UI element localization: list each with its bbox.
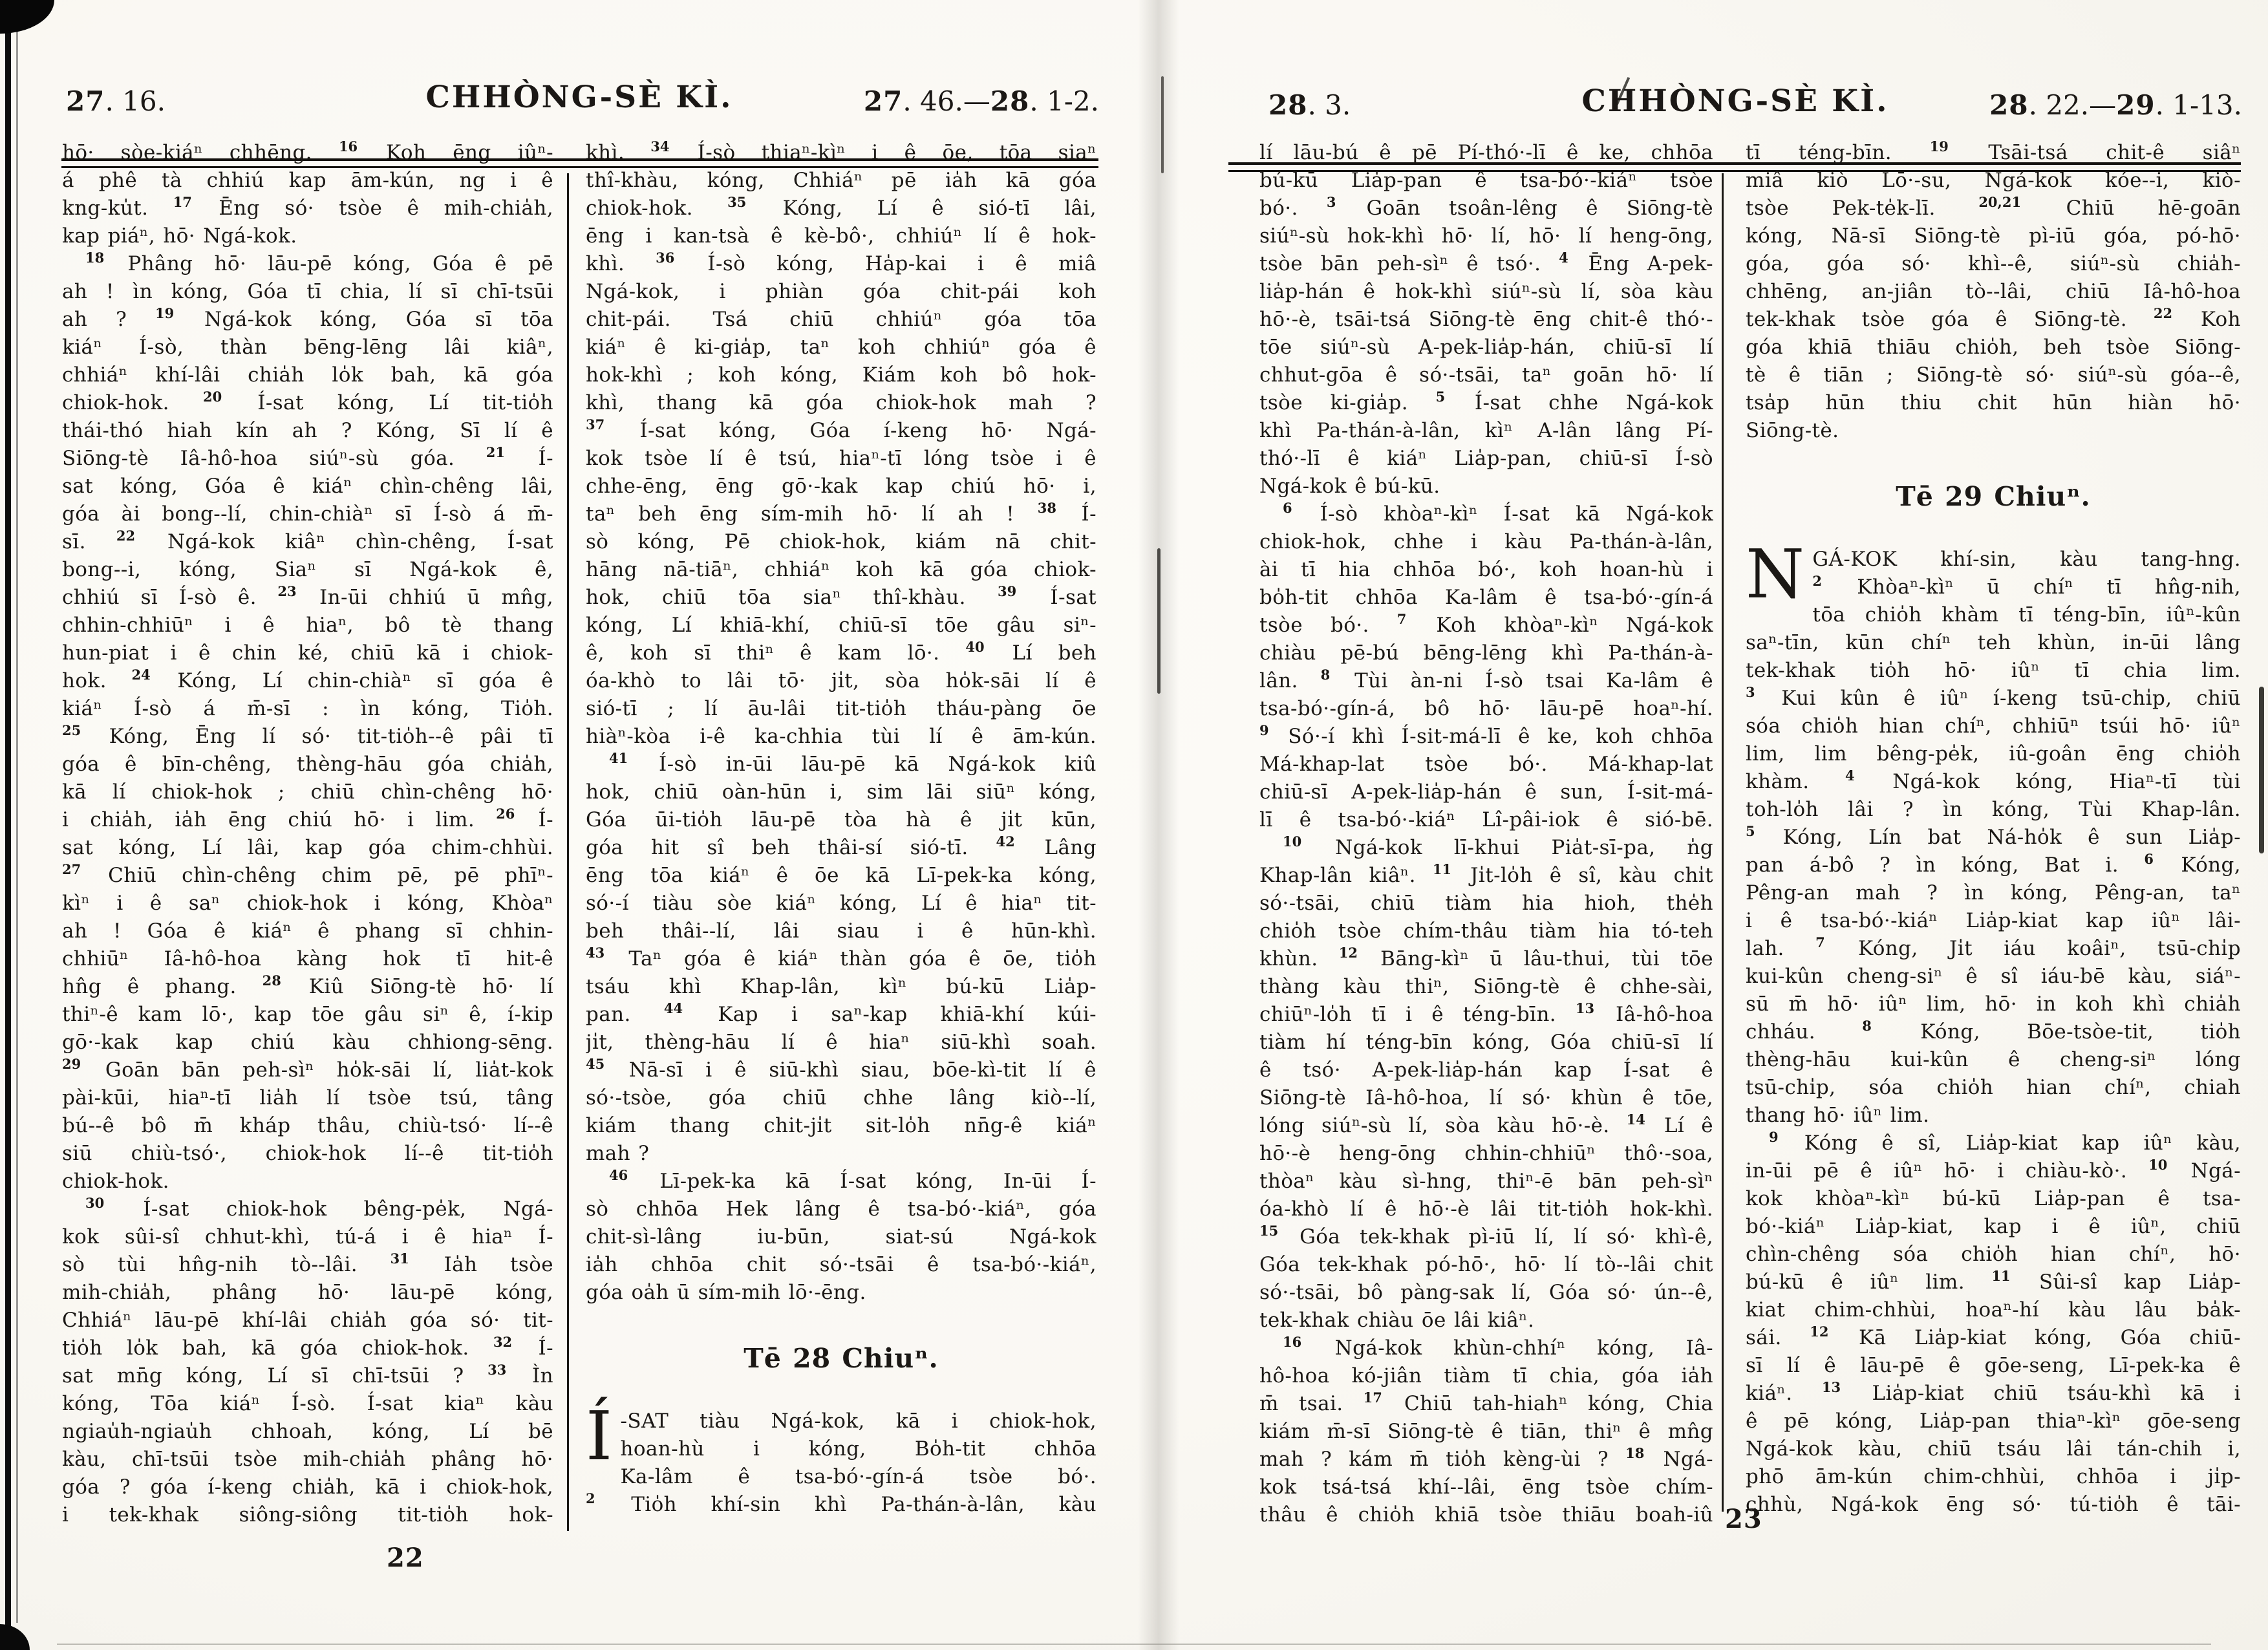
text-line: chiàu pē-bú bēng-lēng khì Pa-thán-à-	[1259, 641, 1713, 665]
text-line: hn̂g ê phang. $^{28}$ Kiû Siōng-tè hō· lí	[62, 973, 553, 998]
text-line: $^{25}$ Kóng, Ēng lí só· tit-tio̍h--ê pâi tī	[62, 723, 553, 748]
right-page-number: 23	[1725, 1504, 1762, 1534]
text-line: chit-pái. Tsá chiū chhiúⁿ góa tōa	[586, 308, 1097, 331]
ink-mark	[2259, 687, 2264, 853]
text-line: $^{43}$ Taⁿ góa ê kiáⁿ thàn góa ê ōe, tio̍h	[586, 945, 1097, 970]
text-line: -SAT tiàu Ngá-kok, kā i chiok-hok,	[620, 1409, 1097, 1433]
text-line: thî-khàu, kóng, Chhiáⁿ pē ia̍h kā góa	[586, 169, 1097, 192]
text-line: góa ? góa í-keng chia̍h, kā i chiok-hok,	[62, 1475, 553, 1499]
text-line: hok-khì ; koh kóng, Kiám koh bô hok-	[586, 363, 1097, 387]
text-line: mah ?	[586, 1142, 650, 1165]
text-line: $^{37}$ Í-sat kóng, Góa í-keng hō· Ngá-	[586, 417, 1097, 442]
text-line: tōa chio̍h khàm tī téng-bīn, iûⁿ-kûn	[1812, 603, 2241, 627]
text-line: chhiūⁿ Iâ-hô-hoa kàng hok tī hit-ê	[62, 947, 553, 970]
text-line: $^9$ Kóng ê sî, Lia̍p-kiat kap iûⁿ kàu,	[1769, 1130, 2241, 1155]
text-line: $^{16}$ Ngá-kok khùn-chhíⁿ kóng, Iâ-	[1283, 1334, 1713, 1360]
text-line: tsòe bān peh-sìⁿ ê tsó·. $^4$ Ēng A-pek-	[1259, 250, 1713, 275]
text-line: hok. $^{24}$ Kóng, Lí chin-chiàⁿ sī góa ê	[62, 667, 553, 692]
text-line: tsòe Pek-te̍k-lī. $^{20,21}$ Chiū hē-goān	[1746, 195, 2241, 220]
book-spine-edge-line	[16, 26, 18, 1623]
text-line: kā lí chiok-hok ; chiū chìn-chêng hō·	[62, 780, 553, 804]
text-line: lim, lim bêng-pe̍k, iû-goân ēng chio̍h	[1746, 742, 2241, 766]
text-line: khùn. $^{12}$ Bāng-kìⁿ ū lâu-thui, tùi tōe	[1259, 945, 1713, 970]
text-line: lóng siúⁿ-sù lí, sòa kàu hō·-è. $^{14}$ Lí ê	[1259, 1112, 1713, 1137]
column-rule	[567, 173, 569, 1531]
text-line: kàu, chī-tsūi tsòe mih-chia̍h phâng hō·	[62, 1448, 553, 1471]
left-running-head-end-ref: 27. 46.—28. 1-2.	[863, 85, 1099, 117]
text-line: Ngá-kok kàu, chiū tsáu lâi tán-chih i,	[1746, 1437, 2241, 1461]
left-page-column-1	[62, 139, 553, 1529]
text-line: kng-ku̍t. $^{17}$ Ēng só· tsòe ê mih-chia̍h,	[62, 195, 553, 220]
text-line: kìⁿ i ê saⁿ chiok-hok i kóng, Khòaⁿ	[62, 892, 553, 915]
left-page-number: 22	[387, 1543, 424, 1573]
text-line: góa, góa só· khì--ê, siúⁿ-sù chia̍h-	[1746, 252, 2241, 275]
text-line: i tek-khak siông-siông tit-tio̍h hok-	[62, 1503, 553, 1527]
text-line: só·-tsòe, góa chiū chhe lâng kiò--lí,	[586, 1086, 1097, 1109]
text-line: ài tī hia chhōa bó·, koh hoan-hù i	[1259, 558, 1713, 581]
text-line: sóa chio̍h hian chíⁿ, chhiūⁿ tsúi hō· iûⁿ	[1746, 714, 2241, 738]
text-line: khì. $^{34}$ Í-sò thiaⁿ-kìⁿ i ê ōe, tōa siaⁿ	[586, 139, 1097, 164]
text-line: ê, koh sī thiⁿ ê kam lō·. $^{40}$ Lí beh	[586, 639, 1097, 665]
text-line: in-ūi pē ê iûⁿ hō· i chiàu-kò·. $^{10}$ Ngá-	[1746, 1157, 2241, 1183]
text-line: khàm. $^4$ Ngá-kok kóng, Hiaⁿ-tī tùi	[1746, 768, 2241, 793]
text-line: gō·-kak kap chiú kàu chhiong-sēng.	[62, 1031, 553, 1054]
text-line: $^{18}$ Phâng hō· lāu-pē kóng, Góa ê pē	[85, 250, 553, 275]
text-line: sī lí ê lāu-pē ê gōe-seng, Lī-pek-ka ê	[1746, 1354, 2241, 1377]
text-line: góa khiā thiāu chio̍h, beh tsòe Siōng-	[1746, 336, 2241, 359]
text-line: kiáⁿ. $^{13}$ Lia̍p-kiat chiū tsáu-khì kā i	[1746, 1380, 2241, 1405]
text-line: hô-hoa kó-jiân tiàm tī chia, góa ia̍h	[1259, 1364, 1713, 1388]
text-line: tsáu khì Khap-lân, kìⁿ bú-kū Lia̍p-	[586, 975, 1097, 998]
text-line: saⁿ-tīn, kūn chíⁿ teh khùn, in-ūi lâng	[1746, 631, 2241, 654]
left-running-head-start-ref: 27. 16.	[66, 85, 166, 117]
text-line: m̄ tsai. $^{17}$ Chiū tah-hiahⁿ kóng, Chia	[1259, 1390, 1713, 1415]
text-line: pài-kūi, hiaⁿ-tī lia̍h lí tsòe tsú, tâng	[62, 1086, 553, 1109]
text-line: chhe-ēng, ēng gō·-kak kap chiú hō· i,	[586, 475, 1097, 498]
text-line: óa-khò to lâi tō· ji̍t, sòa ho̍k-sāi lí ê	[586, 669, 1097, 692]
text-line: $^{10}$ Ngá-kok lī-khui Pia̍t-sī-pa, n̍g	[1283, 834, 1713, 859]
right-running-head-end-ref: 28. 22.—29. 1-13.	[1989, 89, 2242, 121]
text-line: sī. $^{22}$ Ngá-kok kiâⁿ chìn-chêng, Í-sat	[62, 528, 553, 553]
text-line: chio̍h tsòe chím-thâu tiàm hia tó-teh	[1259, 919, 1713, 943]
text-line: só·-tsāi, bô pàng-sak lí, Góa só· ún--ê,	[1259, 1281, 1713, 1304]
text-line: Chhiáⁿ lāu-pē khí-lâi chia̍h góa só· tit-	[62, 1309, 553, 1332]
text-line: Pêng-an mah ? ìn kóng, Pêng-an, taⁿ	[1746, 881, 2241, 905]
text-line: hok, chiū oàn-hūn i, sim lāi siūⁿ kóng,	[586, 780, 1097, 804]
text-line: ê tsó· A-pek-lia̍p-hán kap Í-sat ê	[1259, 1058, 1713, 1082]
right-page-column-2	[1746, 139, 2241, 1519]
text-line: hiàⁿ-kòa i-ê ka-chhia tùi lí ê ām-kún.	[586, 725, 1097, 748]
text-line: thó·-lī ê kiáⁿ Lia̍p-pan, chiū-sī Í-sò	[1259, 447, 1713, 470]
text-line: tè ê tiān ; Siōng-tè só· siúⁿ-sù góa--ê,	[1746, 363, 2241, 387]
column-rule	[1722, 173, 1724, 1512]
text-line: chhēng, an-jiân tò--lâi, chiū Iâ-hô-hoa	[1746, 280, 2241, 303]
chapter-heading: Tē 28 Chiuⁿ.	[744, 1343, 939, 1374]
text-line: kiáⁿ Í-sò á m̄-sī : ìn kóng, Tio̍h.	[62, 697, 553, 720]
text-line: tsa-bó·-gín-á, bô hō· lāu-pē hoaⁿ-hí.	[1259, 697, 1713, 720]
page-corner-shadow	[0, 0, 54, 34]
ink-mark	[1161, 76, 1164, 173]
book-spine-edge	[5, 0, 11, 1650]
text-line: lī ê tsa-bó·-kiáⁿ Lî-pâi-iok ê sió-bē.	[1259, 808, 1713, 831]
text-line: $^2$ Khòaⁿ-kìⁿ ū chíⁿ tī hn̂g-nih,	[1812, 573, 2241, 599]
text-line: bó·-kiáⁿ Lia̍p-kiat, kap i ê iûⁿ, chiū	[1746, 1215, 2241, 1238]
text-line: sió-tī ; lí āu-lâi tit-tio̍h tháu-pàng ōe	[586, 697, 1097, 720]
chapter-heading: Tē 29 Chiuⁿ.	[1896, 481, 2091, 512]
text-line: khì, thang kā góa chiok-hok mah ?	[586, 391, 1097, 414]
text-line: i ê tsa-bó·-kiáⁿ Lia̍p-kiat kap iûⁿ lâi-	[1746, 909, 2241, 932]
text-line: chhiú sī Í-sò ê. $^{23}$ In-ūi chhiú ū mn̂g,	[62, 584, 553, 609]
text-line: kóng, Tōa kiáⁿ Í-sò. Í-sat kiaⁿ kàu	[62, 1392, 553, 1415]
text-line: kóng, Lí khiā-khí, chiū-sī tōe gâu siⁿ-	[586, 614, 1097, 637]
text-line: $^{15}$ Góa tek-khak pì-iū lí, lí só· khì-ê,	[1259, 1223, 1713, 1248]
text-line: phō ām-kún chim-chhùi, chhōa i ji̍p-	[1746, 1465, 2241, 1488]
text-line: ah ? $^{19}$ Ngá-kok kóng, Góa sī tōa	[62, 306, 553, 331]
text-line: thòaⁿ kàu sì-hng, thiⁿ-ē bān peh-sìⁿ	[1259, 1170, 1713, 1193]
text-line: chiok-hok.	[62, 1170, 169, 1193]
text-line: hok, chiū tōa siaⁿ thî-khàu. $^{39}$ Í-sat	[586, 584, 1097, 609]
text-line: ēng tōa kiáⁿ ê ōe kā Lī-pek-ka kóng,	[586, 864, 1097, 887]
text-line: Ngá-kok ê bú-kū.	[1259, 475, 1440, 498]
left-running-head-book-title: CHHÒNG-SÈ KÌ.	[425, 80, 733, 115]
text-line: $^3$ Kui kûn ê iûⁿ í-keng tsū-chi̍p, chiū	[1746, 685, 2241, 710]
text-line: siúⁿ-sù hok-khì hō· lí, hō· lí heng-ōng,	[1259, 224, 1713, 248]
right-running-head-book-title: CHHÒNG-SÈ KÌ.	[1581, 83, 1889, 119]
text-line: bú-kū ê iûⁿ lim. $^{11}$ Sûi-sî kap Lia̍p-	[1746, 1269, 2241, 1294]
text-line: thái-thó hiah kín ah ? Kóng, Sī lí ê	[62, 419, 553, 442]
text-line: thèng-hāu kui-kûn ê cheng-siⁿ lóng	[1746, 1048, 2241, 1071]
text-line: kok khòaⁿ-kìⁿ bú-kū Lia̍p-pan ê tsa-	[1746, 1187, 2241, 1210]
text-line: Siōng-tè Iâ-hô-hoa, lí só· khùn ê tōe,	[1259, 1086, 1713, 1109]
text-line: tsòe bó·. $^7$ Koh khòaⁿ-kìⁿ Ngá-kok	[1259, 612, 1713, 637]
text-line: tsa̍p hūn thiu chit hūn hiàn hō·	[1746, 391, 2241, 414]
text-line: lí lāu-bú ê pē Pí-thó·-lī ê ke, chhōa	[1259, 141, 1713, 164]
text-line: bú-kū Lia̍p-pan ê tsa-bó·-kiáⁿ tsòe	[1259, 169, 1713, 192]
text-line: sò tùi hn̂g-nih tò--lâi. $^{31}$ Ia̍h tsòe	[62, 1251, 553, 1276]
drop-cap: Í	[586, 1397, 613, 1475]
text-line: $^6$ Í-sò khòaⁿ-kìⁿ Í-sat kā Ngá-kok	[1283, 500, 1713, 526]
text-line: chiok-hok. $^{35}$ Kóng, Lí ê sió-tī lâi,	[586, 195, 1097, 220]
text-line: sò kóng, Pē chiok-hok, kiám nā chit-	[586, 530, 1097, 553]
text-line: só·-tsāi, chiū tiàm hia hioh, the̍h	[1259, 892, 1713, 915]
text-line: sat mn̄g kóng, Lí sī chī-tsūi ? $^{33}$ Ìn	[62, 1362, 553, 1388]
text-line: pan á-bô ? ìn kóng, Bat i. $^6$ Kóng,	[1746, 852, 2241, 877]
text-line: $^{30}$ Í-sat chiok-hok bêng-pe̍k, Ngá-	[85, 1195, 553, 1221]
text-line: góa hit sî beh thâi-sí sió-tī. $^{42}$ Lâng	[586, 834, 1097, 859]
text-line: só·-í tiàu sòe kiáⁿ kóng, Lí ê hiaⁿ tit-	[586, 892, 1097, 915]
text-line: Siōng-tè.	[1746, 419, 1839, 442]
text-line: chiūⁿ-lo̍h tī i ê téng-bīn. $^{13}$ Iâ-hô-hoa	[1259, 1001, 1713, 1026]
text-line: Góa ūi-tio̍h lāu-pē tòa hà ê ji̍t kūn,	[586, 808, 1097, 831]
text-line: toh-lo̍h lâi ? ìn kóng, Tùi Khap-lân.	[1746, 798, 2241, 821]
text-line: mah ? kám m̄ tio̍h kèng-ùi ? $^{18}$ Ngá-	[1259, 1446, 1713, 1471]
text-line: kok tsòe lí ê tsú, hiaⁿ-tī lóng tsòe i ê	[586, 447, 1097, 470]
text-line: chiok-hok. $^{20}$ Í-sat kóng, Lí tit-tio̍h	[62, 389, 553, 414]
text-line: hō· sòe-kiáⁿ chhēng. $^{16}$ Koh ēng iûⁿ-	[62, 139, 553, 164]
text-line: $^{41}$ Í-sò in-ūi lāu-pē kā Ngá-kok kiû	[609, 751, 1097, 776]
text-line: tsòe ki-gia̍p. $^5$ Í-sat chhe Ngá-kok	[1259, 389, 1713, 414]
text-line: bo̍h-tit chhōa Ka-lâm ê tsa-bó·-gín-á	[1259, 586, 1713, 609]
text-line: chìn-chêng sóa chio̍h hian chíⁿ, hō·	[1746, 1243, 2241, 1266]
text-line: i chia̍h, ia̍h ēng chiú hō· i lim. $^{26}$ Í-	[62, 806, 553, 831]
text-line: ēng i kan-tsà ê kè-bô·, chhiúⁿ lí ê hok-	[586, 224, 1097, 248]
text-line: hun-piat i ê chin ké, chiū kā i chiok-	[62, 641, 553, 665]
text-line: lân. $^8$ Tùi àn-ni Í-sò tsai Ka-lâm ê	[1259, 667, 1713, 692]
text-line: Siōng-tè Iâ-hô-hoa siúⁿ-sù góa. $^{21}$ Í-	[62, 445, 553, 470]
center-fold-shadow	[1138, 0, 1179, 1650]
text-line: Ngá-kok, i phiàn góa chit-pái koh	[586, 280, 1097, 303]
text-line: tiàm hí téng-bīn kóng, Góa chiū-sī lí	[1259, 1031, 1713, 1054]
text-line: chiū-sī A-pek-lia̍p-hán ê sun, Í-sit-má-	[1259, 780, 1713, 804]
text-line: sò chhōa Hek lâng ê tsa-bó·-kiáⁿ, góa	[586, 1197, 1097, 1221]
text-line: chhiáⁿ khí-lâi chia̍h lo̍k bah, kā góa	[62, 363, 553, 387]
page-bottom-edge	[57, 1644, 2211, 1645]
text-line: góa ê bīn-chêng, thèng-hāu góa chia̍h,	[62, 753, 553, 776]
text-line: tek-khak chiàu ōe lâi kiâⁿ.	[1259, 1309, 1535, 1332]
text-line: thang hō· iûⁿ lim.	[1746, 1104, 1930, 1127]
text-line: ah ! ìn kóng, Góa tī chia, lí sī chī-tsūi	[62, 280, 553, 303]
text-line: chhut-gōa ê só·-tsāi, taⁿ goān hō· lí	[1259, 363, 1713, 387]
page-corner-shadow	[0, 1624, 30, 1650]
text-line: thâu ê chio̍h khiā tsòe thiāu boah-iû	[1259, 1503, 1713, 1527]
text-line: chháu. $^8$ Kóng, Bōe-tsòe-tit, tio̍h	[1746, 1018, 2241, 1044]
text-line: $^9$ Só·-í khì Í-sit-má-lī ê ke, koh chhōa	[1259, 723, 1713, 748]
text-line: Ka-lâm ê tsa-bó·-gín-á tsòe bó·.	[620, 1465, 1097, 1488]
ink-mark	[1157, 548, 1161, 694]
text-line: chit-sì-lâng iu-būn, siat-sú Ngá-kok	[586, 1225, 1097, 1248]
text-line: siū chiù-tsó·, chiok-hok lí--ê tit-tio̍h	[62, 1142, 553, 1165]
text-line: hāng nā-tiāⁿ, chhiáⁿ koh kā góa chiok-	[586, 558, 1097, 581]
text-line: tek-khak tio̍h hō· iûⁿ tī chia lim.	[1746, 659, 2241, 682]
right-page-column-1	[1259, 139, 1713, 1529]
text-line: mih-chia̍h, phâng hō· lāu-pē kóng,	[62, 1281, 553, 1304]
text-line: $^{29}$ Goān bān peh-sìⁿ ho̍k-sāi lí, lia̍t-kok	[62, 1056, 553, 1082]
text-line: sū m̄ hō· iûⁿ lim, hō· in koh khì chia̍h	[1746, 992, 2241, 1016]
text-line: khì Pa-thán-à-lân, kìⁿ A-lân lâng Pí-	[1259, 419, 1713, 442]
text-line: $^{46}$ Lī-pek-ka kā Í-sat kóng, In-ūi Í-	[609, 1168, 1097, 1193]
text-line: ngiau̍h-ngiau̍h chhoah, kóng, Lí bē	[62, 1420, 553, 1443]
text-line: beh thâi--lí, lâi siau i ê hūn-khì.	[586, 919, 1097, 943]
text-line: lah. $^7$ Kóng, Ji̍t iáu koâiⁿ, tsū-chi̍p	[1746, 935, 2241, 960]
text-line: $^{45}$ Nā-sī i ê siū-khì siau, bōe-kì-tit lí ê	[586, 1056, 1097, 1082]
text-line: ah ! Góa ê kiáⁿ ê phang sī chhin-	[62, 919, 553, 943]
left-page-column-2	[586, 139, 1097, 1519]
text-line: kui-kûn cheng-siⁿ ê sî iáu-bē kàu, siáⁿ-	[1746, 965, 2241, 988]
text-line: lia̍p-hán ê hok-khì siúⁿ-sù lí, sòa kàu	[1259, 280, 1713, 303]
text-line: thiⁿ-ê kam lō·, kap tōe gâu siⁿ ê, í-kip	[62, 1003, 553, 1026]
text-line: GÁ-KOK khí-sin, kàu tang-hng.	[1812, 548, 2241, 571]
text-line: Má-khap-lat tsòe bó·. Má-khap-lat	[1259, 753, 1713, 776]
text-line: góa oa̍h ū sím-mih lō·-ēng.	[586, 1281, 866, 1304]
text-line: $^5$ Kóng, Lín bat Ná-ho̍k ê sun Lia̍p-	[1746, 824, 2241, 849]
text-line: pan. $^{44}$ Kap i saⁿ-kap khiā-khí kúi-	[586, 1001, 1097, 1026]
text-line: kok tsá-tsá khí--lâi, ēng tsòe chím-	[1259, 1475, 1713, 1499]
text-line: tī téng-bīn. $^{19}$ Tsāi-tsá chit-ê siâⁿ	[1746, 139, 2241, 164]
text-line: tsū-chi̍p, sóa chio̍h hian chíⁿ, chiah	[1746, 1076, 2241, 1099]
text-line: chhù, Ngá-kok ēng só· tú-tio̍h ê tāi-	[1746, 1493, 2241, 1516]
text-line: kóng, Nā-sī Siōng-tè pì-iū góa, pó-hō·	[1746, 224, 2241, 248]
text-line: kiám thang chit-ji̍t sit-lo̍h nn̄g-ê kiáⁿ	[586, 1114, 1097, 1137]
drop-cap: N	[1746, 535, 1805, 614]
text-line: chiok-hok, chhe i kàu Pa-thán-à-lân,	[1259, 530, 1713, 553]
text-line: bong--i, kóng, Siaⁿ sī Ngá-kok ê,	[62, 558, 553, 581]
text-line: tio̍h lo̍k bah, kā góa chiok-hok. $^{32}$ Í-	[62, 1334, 553, 1360]
text-line: hoan-hù i kóng, Bo̍h-tit chhōa	[620, 1437, 1097, 1461]
text-line: sái. $^{12}$ Kā Lia̍p-kiat kóng, Góa chiū-	[1746, 1324, 2241, 1349]
text-line: kok sûi-sî chhut-khì, tú-á i ê hiaⁿ Í-	[62, 1225, 553, 1248]
text-line: sat kóng, Góa ê kiáⁿ chìn-chêng lâi,	[62, 475, 553, 498]
text-line: Khap-lân kiâⁿ. $^{11}$ Ji̍t-lo̍h ê sî, kàu chi̍t	[1259, 862, 1713, 887]
right-running-head-start-ref: 28. 3.	[1268, 89, 1351, 121]
text-line: bú--ê bô m̄ kháp thâu, chiù-tsó· lí--ê	[62, 1114, 553, 1137]
text-line: ia̍h chhōa chit só·-tsāi ê tsa-bó·-kiáⁿ,	[586, 1253, 1097, 1276]
text-line: óa-khò lí ê hō·-è lâi tit-tio̍h hok-khì.	[1259, 1197, 1713, 1221]
text-line: tek-khak tsòe góa ê Siōng-tè. $^{22}$ Koh	[1746, 306, 2241, 331]
text-line: chhin-chhiūⁿ i ê hiaⁿ, bô tè thang	[62, 614, 553, 637]
text-line: hō·-è heng-ōng chhin-chhiūⁿ thô·-soa,	[1259, 1142, 1713, 1165]
text-line: $^2$ Tio̍h khí-sin khì Pa-thán-à-lân, kàu	[586, 1491, 1097, 1516]
text-line: sat kóng, Lí lâi, kap góa chim-chhùi.	[62, 836, 553, 859]
text-line: kap piáⁿ, hō· Ngá-kok.	[62, 224, 297, 248]
text-line: á phê tà chhiú kap ām-kún, ng i ê	[62, 169, 553, 192]
text-line: $^{27}$ Chiū chìn-chêng chim pē, pē phīⁿ-	[62, 862, 553, 887]
text-line: kiat chim-chhùi, hoaⁿ-hí kàu lâu ba̍k-	[1746, 1298, 2241, 1322]
text-line: kiáⁿ ê ki-gia̍p, taⁿ koh chhiúⁿ góa ê	[586, 336, 1097, 359]
text-line: thàng kàu thiⁿ, Siōng-tè ê chhe-sài,	[1259, 975, 1713, 998]
text-line: miâ kiò Lō·-su, Ngá-kok kóe--i, kiò-	[1746, 169, 2241, 192]
text-line: Góa tek-khak pó-hō·, hō· lí tò--lâi chit	[1259, 1253, 1713, 1276]
text-line: hō·-è, tsāi-tsá Siōng-tè ēng chit-ê thó·-	[1259, 308, 1713, 331]
text-line: góa ài bong--lí, chin-chiàⁿ sī Í-sò á m̄-	[62, 502, 553, 526]
text-line: ji̍t, thèng-hāu lí ê hiaⁿ siū-khì soah.	[586, 1031, 1097, 1054]
text-line: kiáⁿ Í-sò, thàn bēng-lēng lâi kiâⁿ,	[62, 336, 553, 359]
text-line: khì. $^{36}$ Í-sò kóng, Ha̍p-kai i ê miâ	[586, 250, 1097, 275]
text-line: ê pē kóng, Lia̍p-pan thiaⁿ-kìⁿ gōe-seng	[1746, 1409, 2241, 1433]
text-line: taⁿ beh ēng sím-mih hō· lí ah ! $^{38}$ Í-	[586, 500, 1097, 526]
text-line: bó·. $^3$ Goān tsoân-lêng ê Siōng-tè	[1259, 195, 1713, 220]
text-line: kiám m̄-sī Siōng-tè ê tiān, thiⁿ ê mn̂g	[1259, 1420, 1713, 1443]
text-line: tōe siúⁿ-sù A-pek-lia̍p-hán, chiū-sī lí	[1259, 336, 1713, 359]
